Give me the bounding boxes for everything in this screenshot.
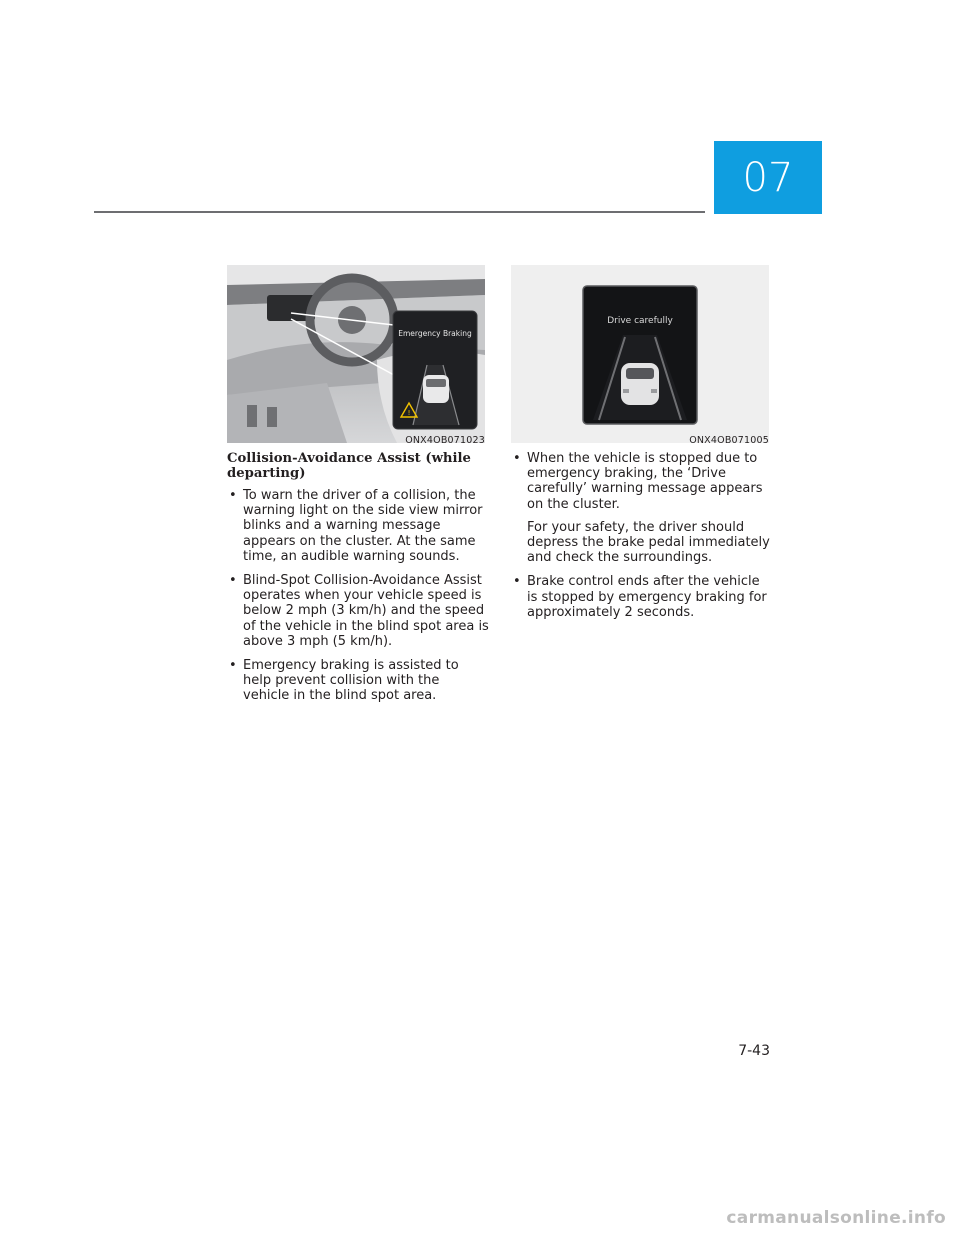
right-bullet-list xyxy=(511,451,773,620)
svg-text:!: ! xyxy=(407,409,411,417)
left-column xyxy=(227,451,489,713)
list-item: • When the vehicle is stopped due to emergency braking, the ‘Drive carefully’ warning message appears on the cluster. For your safety, the driver should depress the brake pedal immediately and check the surroundings. xyxy=(511,451,773,565)
display-message-2: Drive carefully xyxy=(607,316,673,326)
figure-drive-carefully xyxy=(511,265,769,443)
chapter-number: 07 xyxy=(742,154,794,201)
figure-code-1: ONX4OB071023 xyxy=(405,435,485,446)
list-item: • Brake control ends after the vehicle is stopped by emergency braking for approximately 2 seconds. xyxy=(513,574,767,620)
list-item: • To warn the driver of a collision, the warning light on the side view mirror blinks and a warning message appears on the cluster. At the same time, an audible warning sounds. xyxy=(229,488,483,564)
list-item: • Emergency braking is assisted to help prevent collision with the vehicle in the blind spot area. xyxy=(229,658,459,704)
header-rule xyxy=(94,211,705,213)
interior-illustration xyxy=(227,265,485,443)
figure-emergency-braking xyxy=(227,265,485,443)
right-column xyxy=(511,451,773,629)
chapter-tab xyxy=(714,141,822,214)
figure-code-2: ONX4OB071005 xyxy=(689,435,769,446)
left-bullet-list xyxy=(227,488,489,704)
cluster-illustration xyxy=(511,265,769,443)
section-heading: Collision-Avoidance Assist (while departing) xyxy=(227,451,471,481)
page-number: 7-43 xyxy=(738,1043,770,1059)
list-item: • Blind-Spot Collision-Avoidance Assist operates when your vehicle speed is below 2 mph (3 km/h) and the speed of the vehicle in the blind spot area is above 3 mph (5 km/h). xyxy=(229,573,489,649)
display-message-1: Emergency Braking xyxy=(398,329,472,338)
safety-note: For your safety, the driver should depress the brake pedal immediately and check the surroundings. xyxy=(527,519,770,566)
watermark: carmanualsonline.info xyxy=(726,1208,946,1228)
